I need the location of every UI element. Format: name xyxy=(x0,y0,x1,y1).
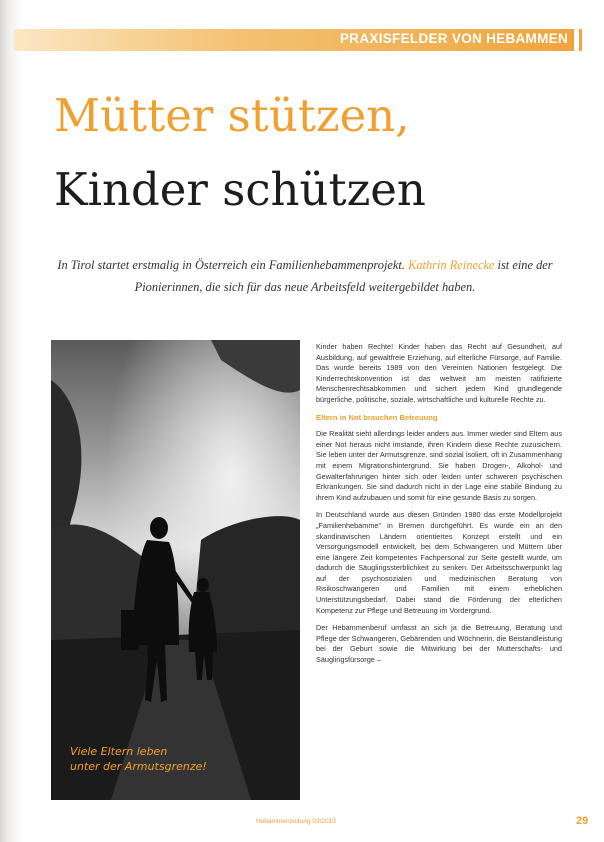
body-paragraph-3: In Deutschland wurde aus diesen Gründen 1980 das erste Modellprojekt „Familienhebamme" in Bremen durchgeführt. Es wurde ein an den skandinavischen Ländern orientiertes Konzept erstellt und ein Versorgungsmodell entwickelt, bei dem Schwangeren und Müttern über eine längere Zeit kompetentes Fachpersonal zur Seite gestellt wurde, um dadurch die Säuglingssterblichkeit zu senken. Der Arbeitsschwerpunkt lag auf der psychosozialen und medizinischen Beratung von Risikoschwangeren und Familien mit einem erheblichen Unterstützungsbedarf. Dabei stand die Förderung der elterlichen Kompetenz zur Pflege und Betreuung im Vordergrund. xyxy=(316,510,562,615)
lead-author-name: Kathrin Reinecke xyxy=(408,258,495,272)
body-subheading: Eltern in Not brauchen Betreuung xyxy=(316,412,438,422)
mother-child-silhouette-image xyxy=(51,340,300,800)
section-bar-tick xyxy=(579,29,582,51)
lead-text-start: In Tirol startet erstmalig in Österreich ein Familienhebammenprojekt. xyxy=(57,258,409,272)
photo-caption-line1: Viele Eltern leben xyxy=(70,745,168,758)
article-body xyxy=(316,342,562,673)
body-paragraph-4: Der Hebammenberuf umfasst an sich ja die Betreuung, Beratung und Pflege der Schwangeren, Gebärenden und Wöchnerin, die Beistandleistung bei der Geburt sowie die Mitwirkung bei der Mutterschafts- und Säuglingsfürsorge – xyxy=(316,623,562,665)
footer-publication: Hebammenzeitung 03/2013 xyxy=(256,818,336,825)
body-paragraph-1: Kinder haben Rechte! Kinder haben das Recht auf Gesundheit, auf Ausbildung, auf gewaltfreie Erziehung, auf elterliche Fürsorge, auf Familie. Das wurde bereits 1989 von den Vereinten Nationen festgelegt. Die Kinderrechtskonvention ist das weltweit am meisten ratifizierte Menschenrechtsabkommen und sichert jedem Kind grundlegende bürgerliche, politische, soziale, wirtschaftliche und kulturelle Rechte zu. xyxy=(316,342,562,404)
section-label: PRAXISFELDER VON HEBAMMEN xyxy=(339,31,568,46)
photo-caption xyxy=(70,744,207,774)
article-lead xyxy=(40,254,570,298)
body-paragraph-2: Die Realität sieht allerdings leider anders aus. Immer wieder sind Eltern aus einer Not heraus nicht imstande, ihren Kindern diese Rechte zuzusichern. Sie leben unter der Armutsgrenze, sind sozial isoliert, oft in Zusammenhang mit einem Migrationshintergrund. Sie haben Drogen-, Alkohol- und Gewalterfahrungen hinter sich oder leiden unter schweren psychischen Erkrankungen. Sie sind dadurch nicht in der Lage eine stabile Bindung zu ihrem Kind aufzubauen und somit für eine gesunde Basis zu sorgen. xyxy=(316,429,562,502)
photo-caption-line2: unter der Armutsgrenze! xyxy=(70,760,207,773)
article-photo xyxy=(51,340,300,800)
article-title-line2: Kinder schützen xyxy=(54,163,426,216)
lead-text-end: ist eine der Pionierinnen, die sich für das neue Arbeitsfeld weitergebildet haben. xyxy=(134,258,553,294)
page-number: 29 xyxy=(576,815,589,827)
article-title-line1: Mütter stützen, xyxy=(54,89,410,142)
